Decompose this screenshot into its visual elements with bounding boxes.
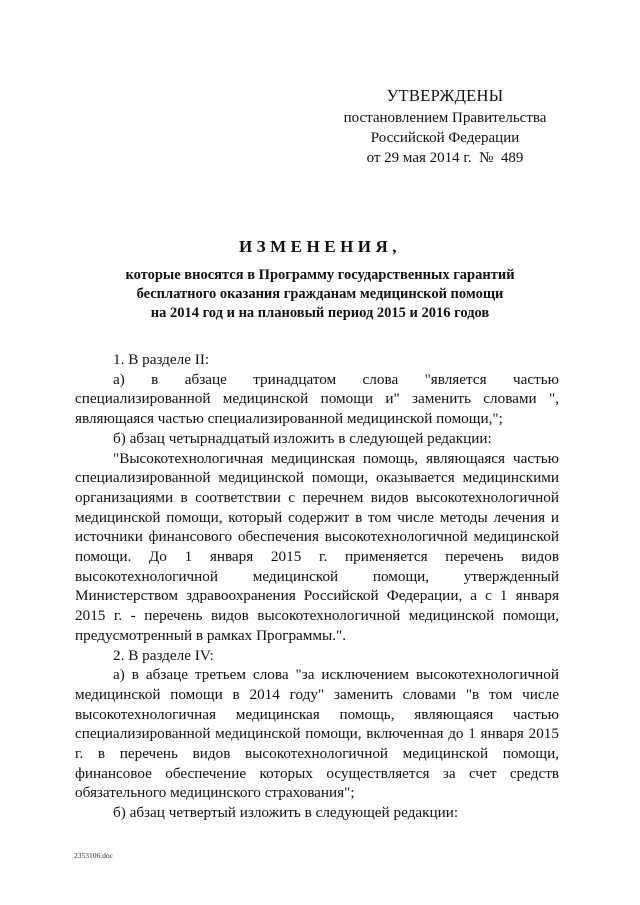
document-title: ИЗМЕНЕНИЯ, xyxy=(238,237,402,256)
approval-line-1: постановлением Правительства xyxy=(343,110,547,126)
amendment-2b-text: "Высокотехнологичная медицинская помощь, являющаяся частью специализированной медицинской помощи, оказывается медицинскими организациями в соответствии с перечнем видов высокотехнологичной медицинской помощи, который содержит в том числе методы лечения и источники финансового обеспечения высокотехнологичной медицинской помощи. До 1 января 2015 г. применяется перечень видов высокотехнологичной медицинской помощи, утвержденный Министерством здравоохранения Российской Федерации, а с 1 января 2015 г. - перечень видов высокотехнологичной медицинской помощи, предусмотренный в рамках Программы.". xyxy=(75,449,559,644)
section-4-heading: 2. В разделе IV: xyxy=(113,646,214,664)
document-heading xyxy=(60,237,580,323)
document-subtitle-line-2: бесплатного оказания гражданам медицинской помощи xyxy=(136,286,504,302)
amendment-2b: б) абзац четырнадцатый изложить в следующей редакции: xyxy=(113,429,492,447)
approval-line-3: от 29 мая 2014 г. № 489 xyxy=(366,150,524,166)
approval-block xyxy=(330,86,560,168)
amendment-4b: б) абзац четвертый изложить в следующей редакции: xyxy=(113,804,459,822)
approved-label: УТВЕРЖДЕНЫ xyxy=(386,86,504,105)
document-subtitle-line-1: которые вносятся в Программу государственных гарантий xyxy=(125,267,515,283)
section-2-heading: 1. В разделе II: xyxy=(113,351,210,368)
document-subtitle-line-3: на 2014 год и на плановый период 2015 и 2016 годов xyxy=(150,305,490,321)
approval-line-2: Российской Федерации xyxy=(370,130,520,146)
amendment-2a: а) в абзаце тринадцатом слова "является частью специализированной медицинской помощи и" заменить словами ", являющаяся частью специализированной медицинской помощи,"; xyxy=(75,370,559,428)
document-file-code: 2353106.doc xyxy=(74,851,113,860)
document-body xyxy=(75,350,559,823)
amendment-4a: а) в абзаце третьем слова "за исключением высокотехнологичной медицинской помощи в 2014 году" заменить словами "в том числе высокотехнологичная медицинская помощь, являющаяся частью специализированной медицинской помощи, включенная до 1 января 2015 г. в перечень видов высокотехнологичной медицинской помощи, финансовое обеспечение которых осуществляется за счет средств обязательного медицинского страхования"; xyxy=(75,666,559,802)
